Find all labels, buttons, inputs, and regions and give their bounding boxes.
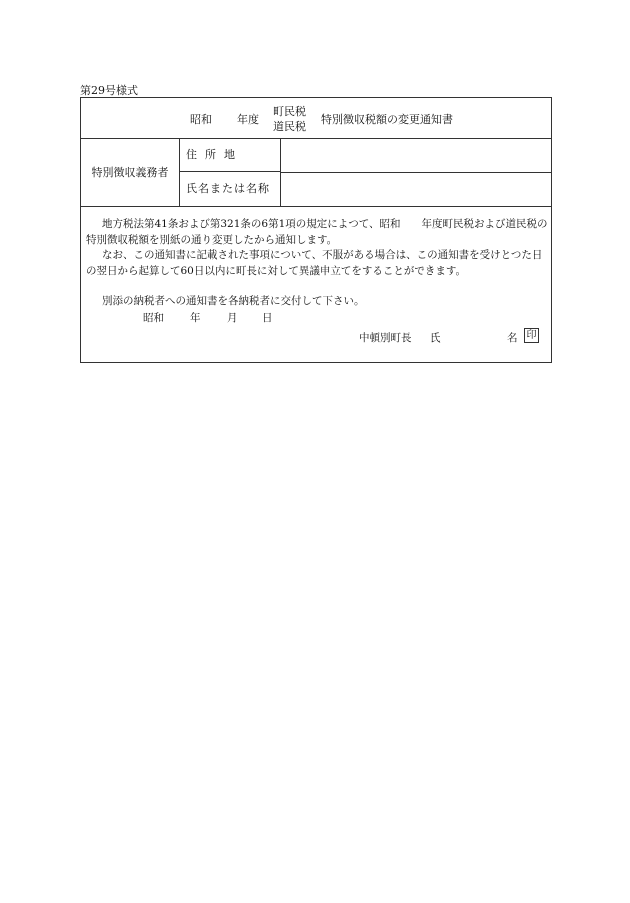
issuer-name-label: 名 xyxy=(507,332,518,344)
title-era: 昭和 xyxy=(190,113,212,126)
name-label: 氏名または名称 xyxy=(180,172,281,206)
payer-section xyxy=(81,138,551,207)
date-month: 月 xyxy=(227,312,238,324)
title-year-label: 年度 xyxy=(237,113,259,126)
notice-form xyxy=(80,97,552,363)
body-paragraph-1: 地方税法第41条および第321条の6第1項の規定によつて、昭和 年度町民税および道民税の特別徴収税額を別紙の通り変更したから通知します。 xyxy=(86,218,548,246)
date-era: 昭和 xyxy=(143,312,164,324)
issuer-office: 中頓別町長 xyxy=(359,332,412,344)
address-label: 住所地 xyxy=(180,138,281,172)
payer-label: 特別徴収義務者 xyxy=(81,138,180,206)
name-field[interactable] xyxy=(281,172,551,206)
body-paragraph-2: なお、この通知書に記載された事項について、不服がある場合は、この通知書を受けとつた日の翌日から起算して60日以内に町長に対して異議申立てをすることができます。 xyxy=(86,249,543,277)
title-tax-prefecture: 道民税 xyxy=(273,120,306,133)
document-title: 特別徴収税額の変更通知書 xyxy=(321,113,453,126)
title-tax-town: 町民税 xyxy=(273,105,306,118)
title-row xyxy=(81,98,551,139)
issuer-title-label: 氏 xyxy=(430,332,441,344)
date-year: 年 xyxy=(190,312,201,324)
seal-mark: 印 xyxy=(524,328,539,343)
body-paragraph-3: 別添の納税者への通知書を各納税者に交付して下さい。 xyxy=(102,295,365,307)
date-day: 日 xyxy=(262,312,273,324)
form-number: 第29号様式 xyxy=(80,84,138,97)
address-field[interactable] xyxy=(281,138,551,173)
notice-body xyxy=(81,206,551,363)
